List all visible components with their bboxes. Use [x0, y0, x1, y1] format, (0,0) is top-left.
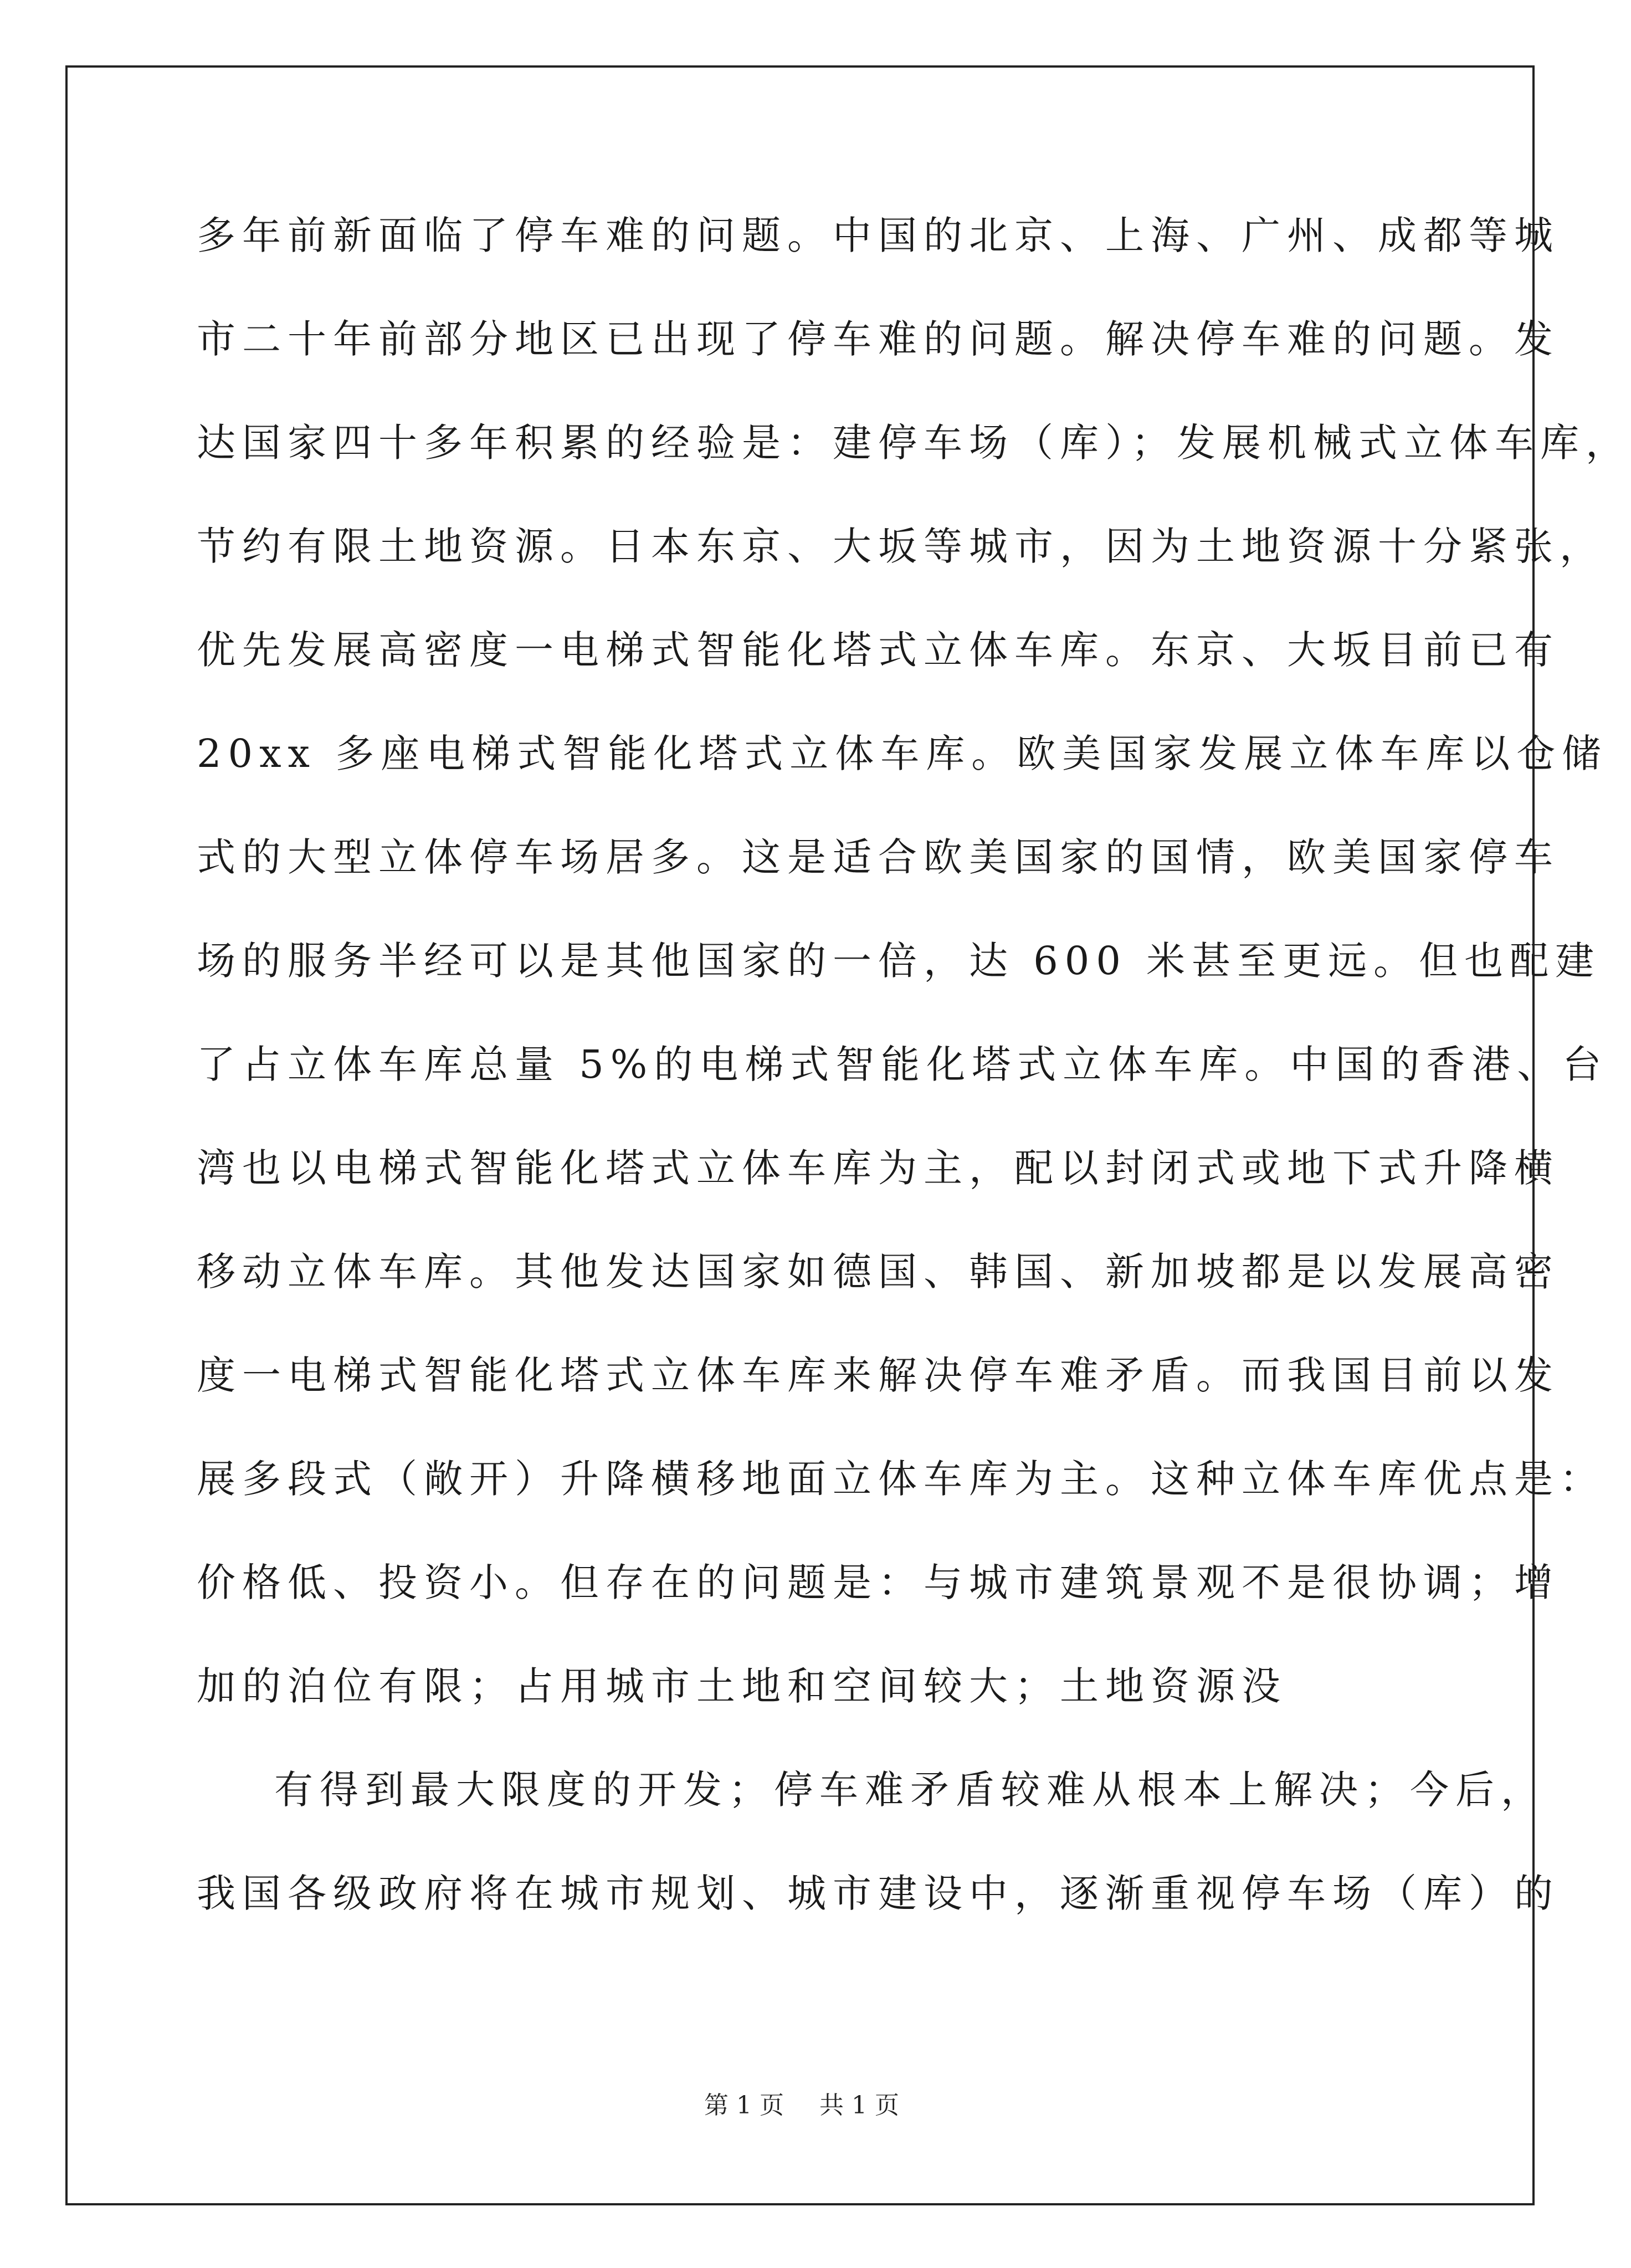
text-line: 了占立体车库总量 5%的电梯式智能化塔式立体车库。中国的香港、台	[197, 1042, 1608, 1087]
text-line: 式的大型立体停车场居多。这是适合欧美国家的国情，欧美国家停车	[197, 834, 1560, 880]
text-line: 达国家四十多年积累的经验是：建停车场（库）；发展机械式立体车库，	[197, 420, 1631, 465]
page-number-current: 第 1 页	[704, 2091, 784, 2119]
text-line: 加的泊位有限；占用城市土地和空间较大；土地资源没	[197, 1663, 1287, 1709]
text-line: 市二十年前部分地区已出现了停车难的问题。解决停车难的问题。发	[197, 316, 1560, 362]
text-line: 湾也以电梯式智能化塔式立体车库为主，配以封闭式或地下式升降横	[197, 1145, 1560, 1191]
text-line: 节约有限土地资源。日本东京、大坂等城市，因为土地资源十分紧张，	[197, 524, 1605, 569]
text-line: 展多段式（敞开）升降横移地面立体车库为主。这种立体车库优点是：	[197, 1456, 1605, 1502]
text-line: 20xx 多座电梯式智能化塔式立体车库。欧美国家发展立体车库以仓储	[197, 731, 1608, 776]
text-line: 移动立体车库。其他发达国家如德国、韩国、新加坡都是以发展高密	[197, 1249, 1560, 1294]
page-number-total: 共 1 页	[819, 2091, 899, 2119]
document-body	[197, 211, 1631, 1972]
text-line: 度一电梯式智能化塔式立体车库来解决停车难矛盾。而我国目前以发	[197, 1353, 1560, 1398]
text-line: 优先发展高密度一电梯式智能化塔式立体车库。东京、大坂目前已有	[197, 627, 1560, 673]
text-line: 有得到最大限度的开发；停车难矛盾较难从根本上解决；今后，	[274, 1767, 1546, 1813]
text-line: 我国各级政府将在城市规划、城市建设中，逐渐重视停车场（库）的	[197, 1871, 1560, 1916]
text-line: 多年前新面临了停车难的问题。中国的北京、上海、广州、成都等城	[197, 213, 1560, 258]
page-footer	[0, 2089, 1603, 2122]
text-line: 价格低、投资小。但存在的问题是：与城市建筑景观不是很协调；增	[197, 1560, 1560, 1605]
text-line: 场的服务半经可以是其他国家的一倍，达 600 米甚至更远。但也配建	[197, 938, 1601, 984]
